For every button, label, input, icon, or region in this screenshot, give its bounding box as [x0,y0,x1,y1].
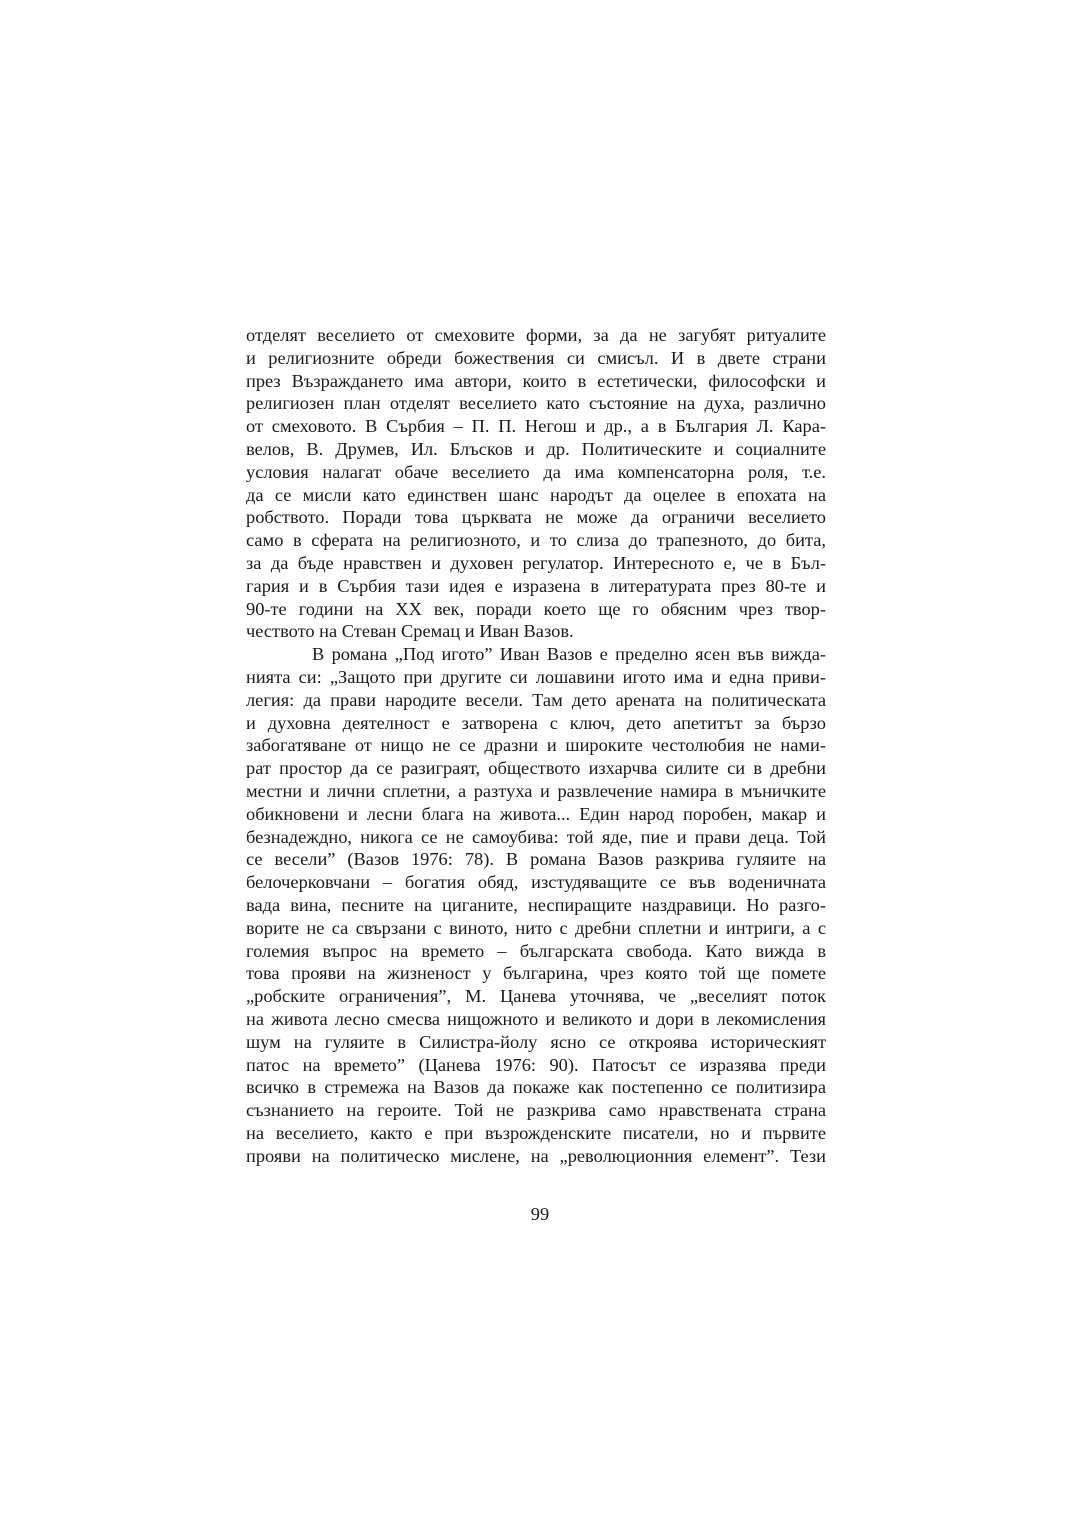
text-line: патос на времето” (Цанева 1976: 90). Патосът се изразява преди [246,1054,826,1075]
text-line: отделят веселието от смеховите форми, за да не загубят ритуалите [246,325,826,345]
text-line: безнадеждно, никога се не самоубива: той яде, пие и прави деца. Той [246,826,826,847]
text-line: местни и лични сплетни, а разтуха и развлечение намира в мъничките [246,780,826,801]
text-line: забогатяване от нищо не се дразни и широките честолюбия не нами- [246,735,826,756]
text-line: шум на гуляите в Силистра-йолу ясно се откроява историческият [246,1031,826,1052]
text-line: ворите не са свързани с виното, нито с дребни сплетни и интриги, а с [246,917,826,938]
page-number: 99 [530,1204,550,1224]
text-line: вада вина, песните на циганите, неспиращите наздравици. Но разго- [246,894,826,915]
text-line: на живота лесно смесва нищожното и великото и дори в лекомисления [246,1008,826,1029]
text-line: гария и в Сърбия тази идея е изразена в литературата през 80-те и [246,575,826,596]
text-line: робството. Поради това църквата не може да ограничи веселието [246,507,826,528]
text-line: условия налагат обаче веселието да има компенсаторна роля, т.е. [246,461,826,482]
text-line: през Възраждането има автори, които в естетически, философски и [246,370,826,391]
text-line: за да бъде нравствен и духовен регулатор. Интересното е, че в Бъл- [246,552,826,573]
text-line: големия въпрос на времето – българската свобода. Като вижда в [246,940,826,961]
text-line: всичко в стремежа на Вазов да покаже как постепенно се политизира [246,1077,826,1098]
text-line: се весели” (Вазов 1976: 78). В романа Вазов разкрива гуляите на [246,849,826,870]
paragraph-first-line: В романа „Под игото” Иван Вазов е пределно ясен във вижда- [312,644,826,665]
text-line: съзнанието на героите. Той не разкрива само нравствената страна [246,1100,826,1121]
text-line: това прояви на жизненост у българина, чрез която той ще помете [246,963,826,984]
text-line: да се мисли като единствен шанс народът да оцелее в епохата на [246,484,826,505]
text-line: „робските ограничения”, М. Цанева уточнява, че „веселият поток [246,986,826,1007]
text-line: белочерковчани – богатия обяд, изстудяващите се във воденичната [246,872,826,893]
text-line: обикновени и лесни блага на живота... Един народ поробен, макар и [246,803,826,824]
text-line: легия: да прави народите весели. Там дето арената на политическата [246,689,826,710]
text-line: само в сферата на религиозното, и то слиза до трапезното, до бита, [246,530,826,551]
text-line: религиозен план отделят веселието като състояние на духа, различно [246,393,826,414]
text-line: чеството на Стеван Сремац и Иван Вазов. [246,621,574,642]
text-line: от смеховото. В Сърбия – П. П. Негош и др., а в България Л. Кара- [246,416,826,437]
text-line: рат простор да се разиграят, обществото изхарчва силите си в дребни [246,758,826,779]
text-line: и религиозните обреди божествения си смисъл. И в двете страни [246,347,826,368]
text-line: на веселието, както е при възрожденските писатели, но и първите [246,1122,826,1143]
text-line: нията си: „Защото при другите си лошавини игото има и една приви- [246,666,826,687]
text-line: 90-те години на XX век, поради което ще го обясним чрез твор- [246,598,826,619]
text-line: и духовна деятелност е затворена с ключ, дето апетитът за бързо [246,712,826,733]
text-line: велов, В. Друмев, Ил. Блъсков и др. Политическите и социалните [246,438,826,459]
body-text [246,324,826,1167]
text-line: прояви на политическо мислене, на „революционния елемент”. Тези [246,1145,826,1166]
